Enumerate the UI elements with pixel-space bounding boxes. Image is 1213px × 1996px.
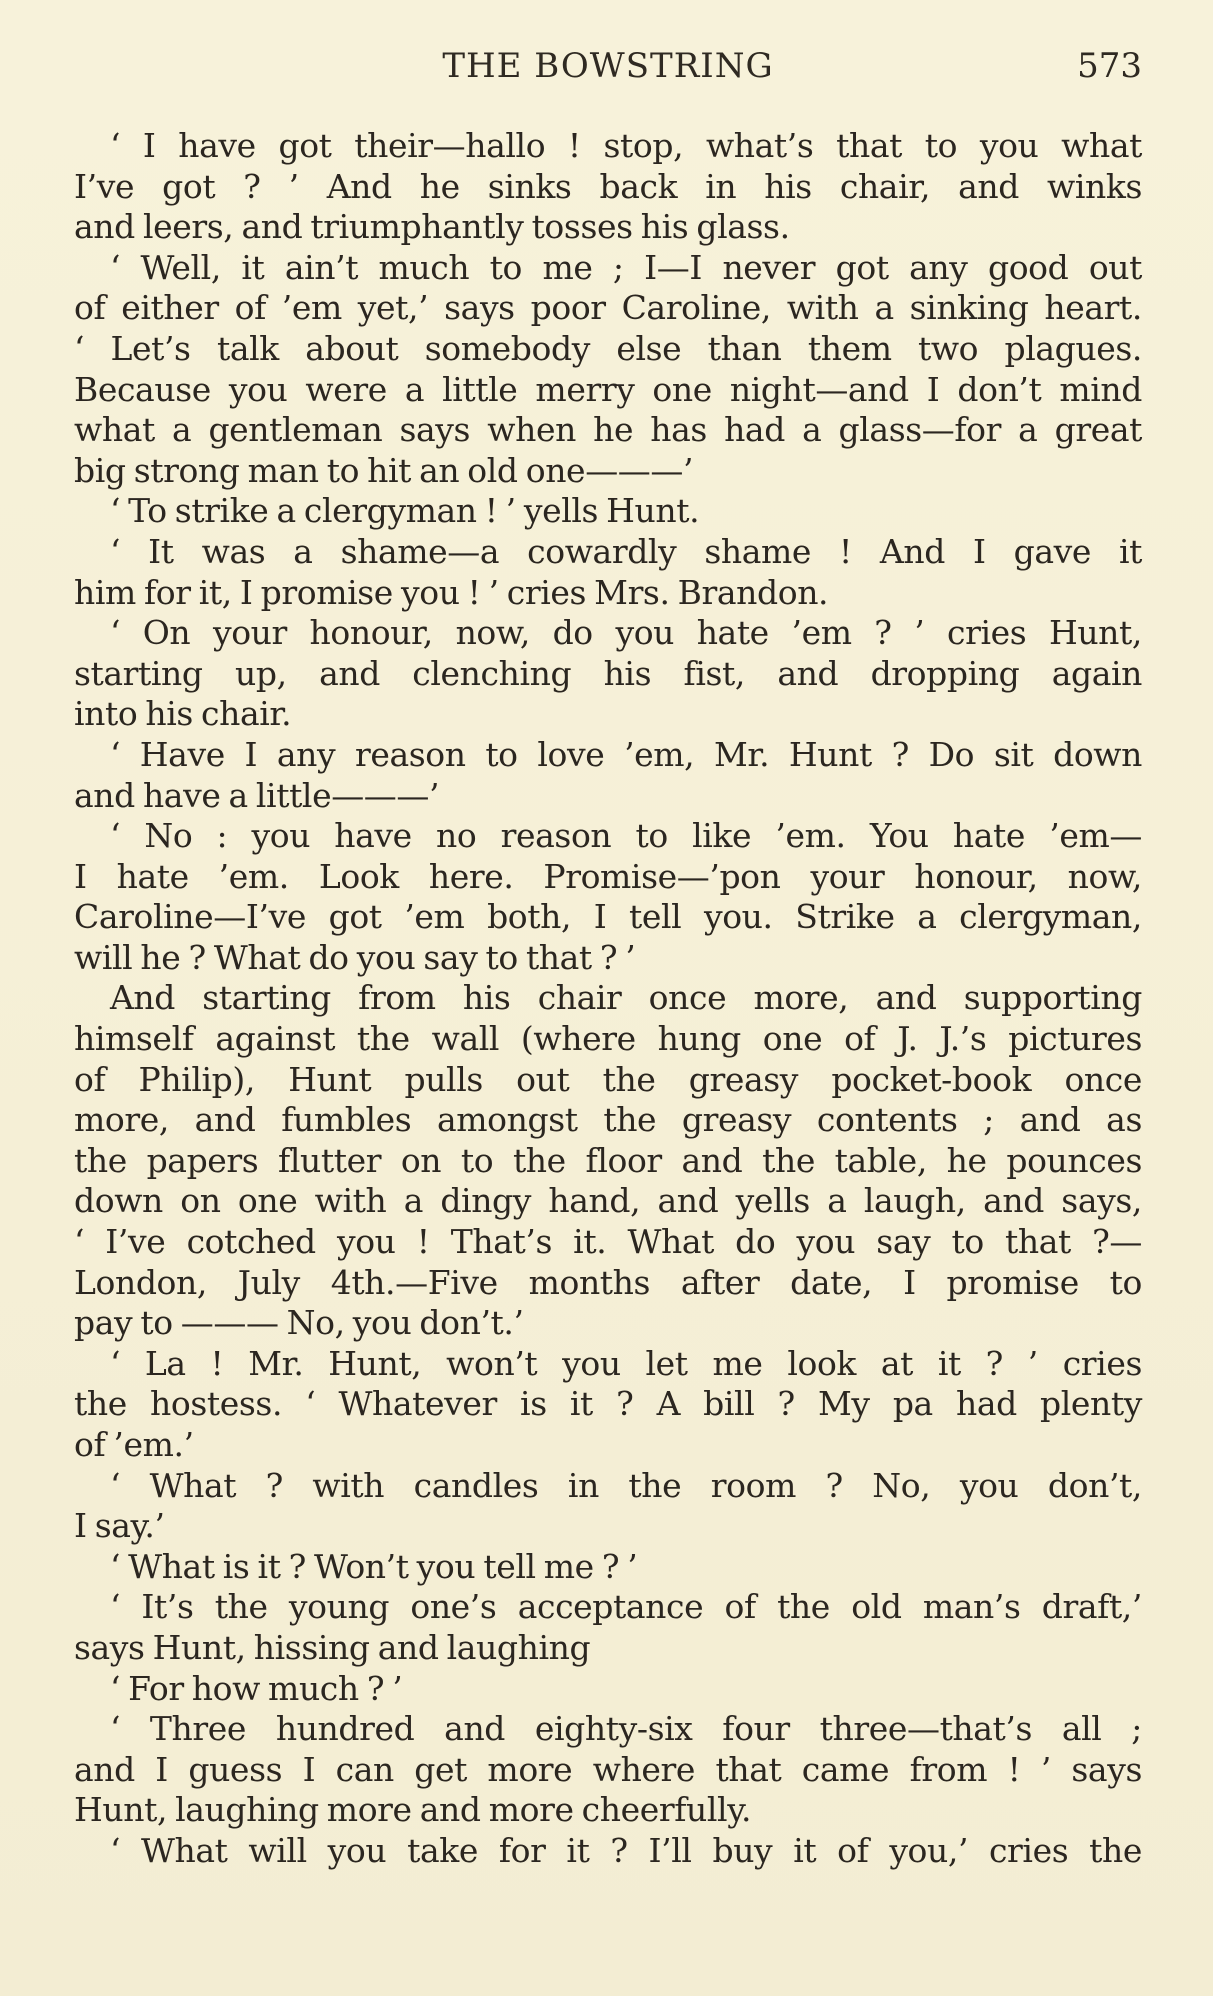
text-line: I hate ’em. Look here. Promise—’pon your honour, now, bbox=[74, 856, 1142, 896]
text-line: Hunt, laughing more and more cheerfully. bbox=[74, 1790, 752, 1830]
text-line: ‘ Have I any reason to love ’em, Mr. Hunt ? Do sit down bbox=[110, 734, 1142, 774]
text-line: ‘ It was a shame—a cowardly shame ! And I gave it bbox=[110, 531, 1142, 571]
text-line: ‘ To strike a clergyman ! ’ yells Hunt. bbox=[110, 491, 700, 531]
text-line: London, July 4th.—Five months after date, I promise to bbox=[74, 1262, 1142, 1302]
text-line: what a gentleman says when he has had a glass—for a great bbox=[74, 410, 1142, 450]
text-line: him for it, I promise you ! ’ cries Mrs. Brandon. bbox=[74, 572, 829, 612]
text-line: ‘ What ? with candles in the room ? No, you don’t, bbox=[110, 1465, 1142, 1505]
text-line: And starting from his chair once more, and supporting bbox=[110, 978, 1142, 1018]
text-line: of Philip), Hunt pulls out the greasy pocket-book once bbox=[74, 1059, 1142, 1099]
text-line: ‘ No : you have no reason to like ’em. You hate ’em— bbox=[110, 816, 1142, 856]
text-line: ‘ Well, it ain’t much to me ; I—I never got any good out bbox=[110, 247, 1142, 287]
running-title: THE BOWSTRING bbox=[442, 46, 774, 86]
body-text bbox=[74, 126, 1142, 1872]
text-line: ‘ Let’s talk about somebody else than them two plagues. bbox=[74, 328, 1142, 368]
text-line: down on one with a dingy hand, and yells a laugh, and says, bbox=[74, 1181, 1142, 1221]
text-line: and leers, and triumphantly tosses his glass. bbox=[74, 207, 790, 247]
text-line: the hostess. ‘ Whatever is it ? A bill ? My pa had plenty bbox=[74, 1384, 1142, 1424]
text-line: ‘ I’ve cotched you ! That’s it. What do you say to that ?— bbox=[74, 1222, 1142, 1262]
text-line: starting up, and clenching his fist, and dropping again bbox=[74, 653, 1142, 693]
text-line: ‘ On your honour, now, do you hate ’em ? ’ cries Hunt, bbox=[110, 613, 1142, 653]
text-line: the papers flutter on to the floor and the table, he pounces bbox=[74, 1140, 1142, 1180]
text-line: ‘ Three hundred and eighty-six four three—that’s all ; bbox=[110, 1709, 1142, 1749]
text-line: ‘ It’s the young one’s acceptance of the old man’s draft,’ bbox=[110, 1587, 1142, 1627]
text-line: says Hunt, hissing and laughing bbox=[74, 1627, 591, 1667]
text-line: pay to ——— No, you don’t.’ bbox=[74, 1303, 524, 1343]
text-line: Caroline—I’ve got ’em both, I tell you. Strike a clergyman, bbox=[74, 897, 1142, 937]
text-line: of ’em.’ bbox=[74, 1425, 194, 1464]
page-header bbox=[74, 46, 1142, 90]
text-line: Because you were a little merry one night—and I don’t mind bbox=[74, 369, 1142, 409]
text-line: himself against the wall (where hung one of J. J.’s pictures bbox=[74, 1019, 1142, 1059]
text-line: and I guess I can get more where that came from ! ’ says bbox=[74, 1749, 1142, 1789]
text-line: big strong man to hit an old one———’ bbox=[74, 450, 694, 490]
text-line: ‘ I have got their—hallo ! stop, what’s that to you what bbox=[110, 126, 1142, 165]
text-line: ‘ What will you take for it ? I’ll buy it of you,’ cries the bbox=[110, 1830, 1142, 1870]
text-line: into his chair. bbox=[74, 694, 292, 734]
text-line: I say.’ bbox=[74, 1506, 165, 1546]
text-line: more, and fumbles amongst the greasy contents ; and as bbox=[74, 1100, 1142, 1140]
page-number: 573 bbox=[1077, 46, 1142, 86]
text-line: ‘ What is it ? Won’t you tell me ? ’ bbox=[110, 1546, 638, 1586]
text-line: and have a little———’ bbox=[74, 775, 440, 815]
text-line: will he ? What do you say to that ? ’ bbox=[74, 937, 636, 977]
text-line: ‘ For how much ? ’ bbox=[110, 1668, 403, 1708]
text-line: of either of ’em yet,’ says poor Caroline, with a sinking heart. bbox=[74, 288, 1142, 328]
text-line: ‘ La ! Mr. Hunt, won’t you let me look at it ? ’ cries bbox=[110, 1343, 1142, 1383]
text-line: I’ve got ? ’ And he sinks back in his chair, and winks bbox=[74, 166, 1142, 206]
